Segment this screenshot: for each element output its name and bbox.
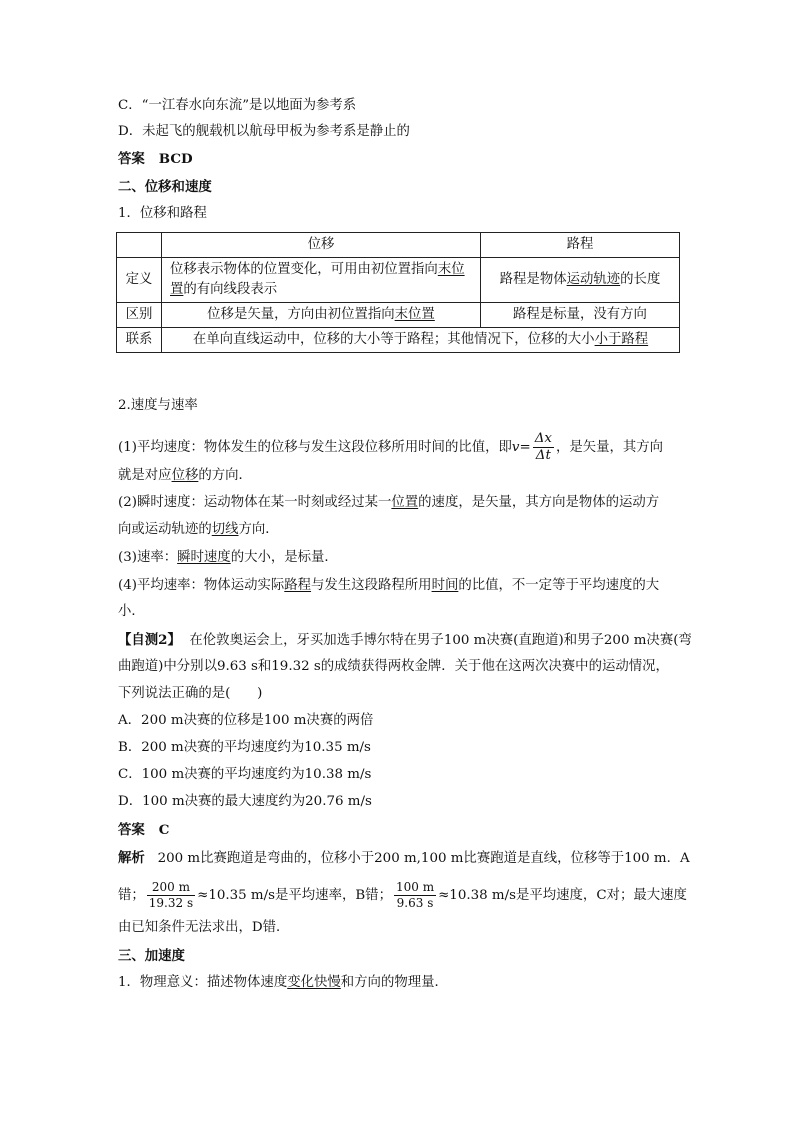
self-test-tag: 【自测2】 [118, 632, 181, 648]
inst-velocity-line-2: 向或运动轨迹的切线方向． [118, 522, 279, 537]
test-option-c: C．100 m决赛的平均速度约为10.38 m/s [118, 767, 372, 782]
header-path: 路程 [481, 233, 680, 258]
displacement-table [116, 232, 680, 353]
test-answer-value: C [158, 822, 170, 838]
cell-path-difference: 路程是标量，没有方向 [481, 303, 680, 328]
header-displacement: 位移 [162, 233, 481, 258]
self-test-line-2: 曲跑道)中分别以9.63 s和19.32 s的成绩获得两枚金牌．关于他在这两次决赛中的运动情况， [118, 659, 669, 674]
table-row [117, 258, 680, 303]
section-title-2: 二、位移和速度 [118, 179, 212, 195]
cell-path-definition: 路程是物体运动轨迹的长度 [481, 258, 680, 303]
table-row [117, 328, 680, 353]
explanation-line-2: 错； $\frac{200 m}{19.32 s}$ ≈10.35 m/s是平均速率，B错； $\frac{100 m}{9.63 s}$ ≈10.38 m/s是平均速度，C对；最大速度 [118, 880, 687, 910]
answer-line [118, 150, 193, 168]
fraction-200m: $\frac{200 m}{19.32 s}$ [148, 880, 194, 910]
test-option-a: A．200 m决赛的位移是100 m决赛的两倍 [118, 713, 374, 728]
option-d: D．未起飞的舰载机以航母甲板为参考系是静止的 [118, 124, 410, 139]
self-test-line-3: 下列说法正确的是( ) [118, 686, 263, 701]
row-label-difference: 区别 [117, 303, 162, 328]
acceleration-line-1: 1．物理意义：描述物体速度变化快慢和方向的物理量． [118, 975, 448, 990]
table-header-row [117, 233, 680, 258]
subsection-2: 2.速度与速率 [118, 398, 198, 413]
test-answer-label: 答案 [118, 822, 145, 838]
test-answer-line [118, 821, 169, 839]
answer-label: 答案 [118, 151, 145, 167]
test-option-b: B．200 m决赛的平均速度约为10.35 m/s [118, 740, 371, 755]
header-blank [117, 233, 162, 258]
cell-displacement-definition: 位移表示物体的位置变化，可用由初位置指向末位 置的有向线段表示 [162, 258, 481, 303]
cell-displacement-difference: 位移是矢量，方向由初位置指向末位置 [162, 303, 481, 328]
explanation-line-3: 由已知条件无法求出，D错． [118, 920, 290, 935]
avg-velocity-line-2: 就是对应位移的方向． [118, 468, 252, 483]
speed-line: (3)速率：瞬时速度的大小，是标量． [118, 550, 338, 565]
fraction-100m: $\frac{100 m}{9.63 s}$ [395, 880, 435, 910]
table-row [117, 303, 680, 328]
option-c: C．“一江春水向东流”是以地面为参考系 [118, 98, 357, 113]
avg-velocity-line-1: (1)平均速度：物体发生的位移与发生这段位移所用时间的比值，即v= $\frac{\Delta x}{\Delta t}$ ，是矢量，其方向 [118, 431, 664, 463]
test-option-d: D．100 m决赛的最大速度约为20.76 m/s [118, 794, 372, 809]
avg-speed-line-2: 小． [118, 604, 145, 619]
subsection-1: 1．位移和路程 [118, 206, 207, 221]
row-label-relation: 联系 [117, 328, 162, 353]
velocity-fraction: $\frac{\Delta x}{\Delta t}$ [534, 431, 552, 463]
row-label-definition: 定义 [117, 258, 162, 303]
avg-speed-line-1: (4)平均速率：物体运动实际路程与发生这段路程所用时间的比值，不一定等于平均速度的大 [118, 578, 660, 593]
cell-relation: 在单向直线运动中，位移的大小等于路程；其他情况下，位移的大小小于路程 [162, 328, 680, 353]
explanation-label: 解析 [118, 850, 145, 866]
self-test-line-1: 【自测2】 在伦敦奥运会上，牙买加选手博尔特在男子100 m决赛(直跑道)和男子200 m决赛(弯 [118, 632, 692, 648]
answer-value: BCD [158, 151, 193, 167]
explanation-line-1: 解析 200 m比赛跑道是弯曲的，位移小于200 m,100 m比赛跑道是直线，位移等于100 m．A [118, 850, 690, 866]
section-title-3: 三、加速度 [118, 948, 185, 964]
inst-velocity-line-1: (2)瞬时速度：运动物体在某一时刻或经过某一位置的速度，是矢量，其方向是物体的运动方 [118, 495, 660, 510]
